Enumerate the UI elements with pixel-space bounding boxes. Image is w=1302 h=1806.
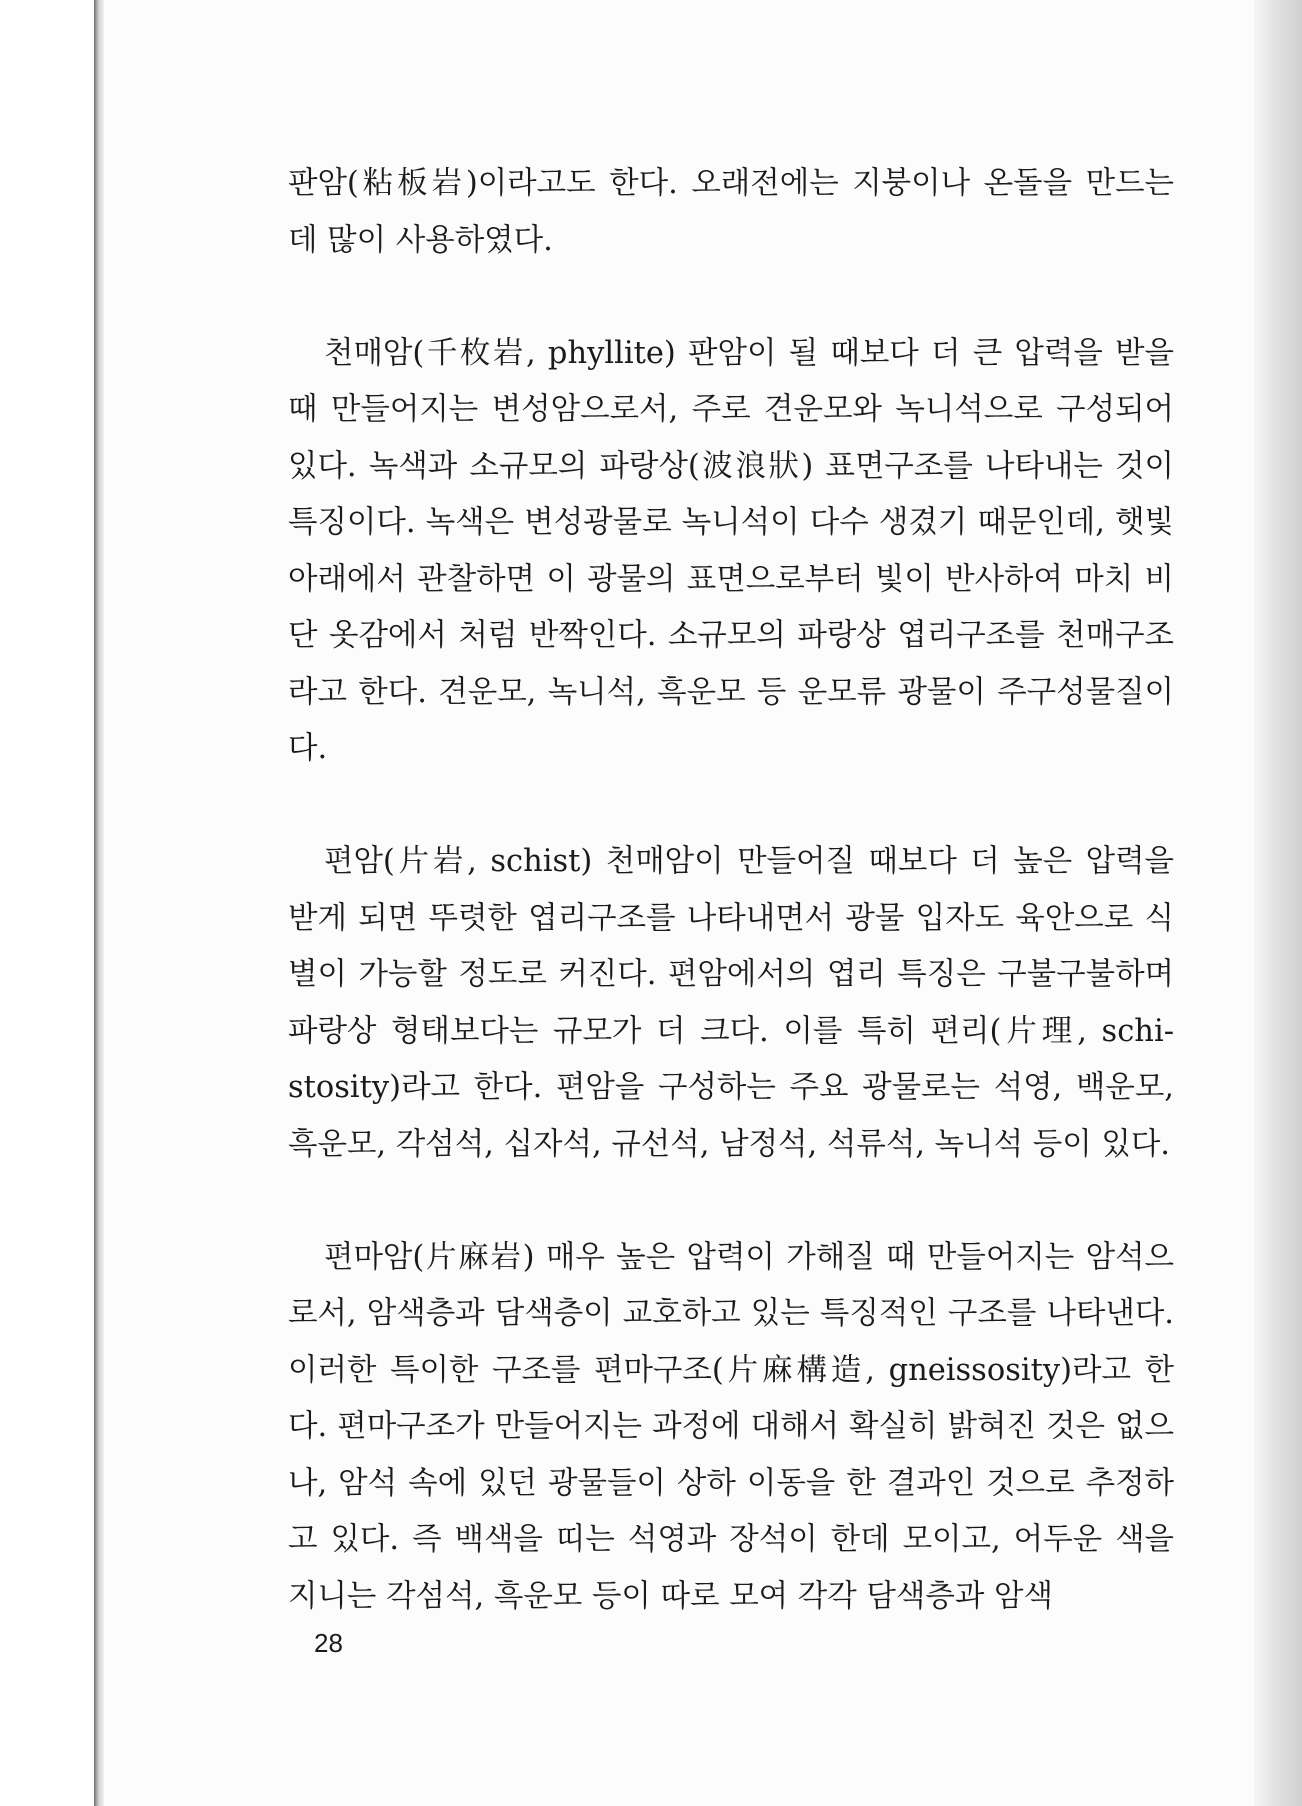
paragraph-gneiss: 편마암(片麻岩) 매우 높은 압력이 가해질 때 만들어지는 암석으로서, 암색층과 담색층이 교호하고 있는 특징적인 구조를 나타낸다. 이러한 특이한 구조를 편마구조(片麻構造, gneissosity)라고 한다. 편마구조가 만들어지는 과정에 대해서 확실히 밝혀진 것은 없으나, 암석 속에 있던 광물들이 상하 이동을 한 결과인 것으로 추정하고 있다. 즉 백색을 띠는 석영과 장석이 한데 모이고, 어두운 색을 지니는 각섬석, 흑운모 등이 따로 모여 각각 담색층과 암색 <box>288 1239 1174 1614</box>
left-margin <box>0 0 94 1806</box>
paragraph-slate-continuation: 판암(粘板岩)이라고도 한다. 오래전에는 지붕이나 온돌을 만드는 데 많이 사용하였다. <box>288 166 1174 258</box>
page-text-block <box>288 156 1174 1625</box>
paragraph-schist: 편암(片岩, schist) 천매암이 만들어질 때보다 더 높은 압력을 받게 되면 뚜렷한 엽리구조를 나타내면서 광물 입자도 육안으로 식별이 가능할 정도로 커진다. 편암에서의 엽리 특징은 구불구불하며 파랑상 형태보다는 규모가 더 크다. 이를 특히 편리(片理, schi-stosity)라고 한다. 편암을 구성하는 주요 광물로는 석영, 백운모, 흑운모, 각섬석, 십자석, 규선석, 남정석, 석류석, 녹니석 등이 있다. <box>288 844 1174 1162</box>
book-binding-edge <box>94 0 104 1806</box>
paragraph-phyllite: 천매암(千枚岩, phyllite) 판암이 될 때보다 더 큰 압력을 받을 때 만들어지는 변성암으로서, 주로 견운모와 녹니석으로 구성되어 있다. 녹색과 소규모의 파랑상(波浪狀) 표면구조를 나타내는 것이 특징이다. 녹색은 변성광물로 녹니석이 다수 생겼기 때문인데, 햇빛 아래에서 관찰하면 이 광물의 표면으로부터 빛이 반사하여 마치 비단 옷감에서 처럼 반짝인다. 소규모의 파랑상 엽리구조를 천매구조라고 한다. 견운모, 녹니석, 흑운모 등 운모류 광물이 주구성물질이다. <box>288 335 1174 766</box>
page-number: 28 <box>314 1628 343 1658</box>
page-shadow-edge <box>1254 0 1302 1806</box>
